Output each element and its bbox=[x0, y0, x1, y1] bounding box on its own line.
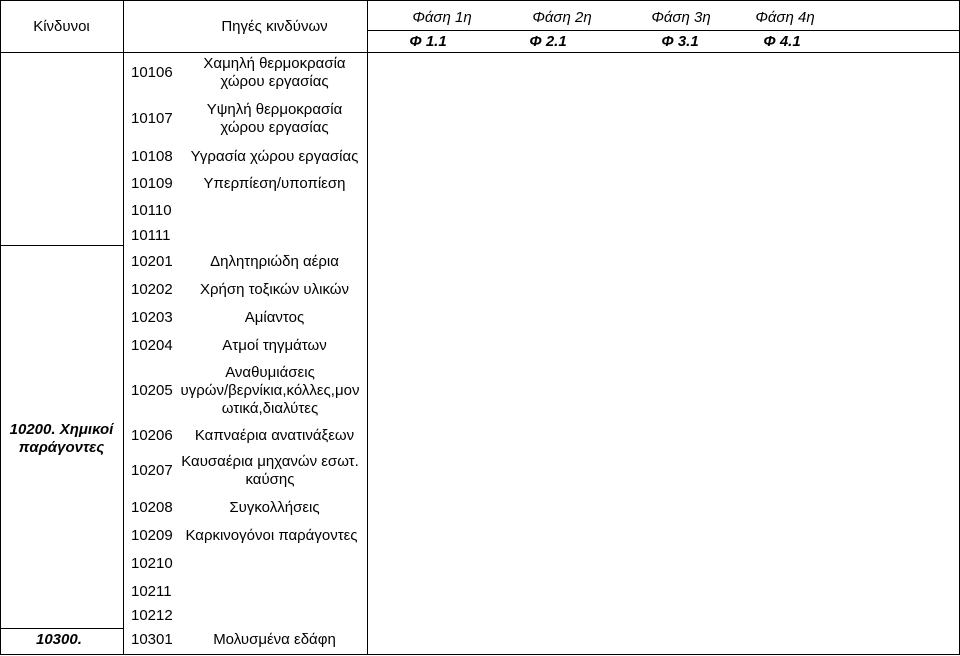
row-source: Υψηλή θερμοκρασία bbox=[206, 101, 343, 118]
row-source: Υπερπίεση/υποπίεση bbox=[203, 175, 346, 192]
header-phase-2: Φάση 2η bbox=[532, 9, 592, 26]
row-source: χώρου εργασίας bbox=[220, 73, 329, 90]
row-source: Χρήση τοξικών υλικών bbox=[199, 281, 349, 298]
table-border-bottom bbox=[0, 654, 960, 655]
row-code: 10208 bbox=[131, 499, 173, 516]
row-source: χώρου εργασίας bbox=[220, 119, 329, 136]
row-source: υγρών/βερνίκια,κόλλες,μον bbox=[180, 382, 360, 399]
row-code: 10211 bbox=[131, 583, 172, 600]
row-code: 10207 bbox=[131, 462, 173, 479]
row-source: Καυσαέρια μηχανών εσωτ. bbox=[181, 453, 359, 470]
header-phase-4: Φάση 4η bbox=[755, 9, 815, 26]
category-divider-1 bbox=[0, 245, 124, 246]
row-code: 10106 bbox=[131, 64, 173, 81]
column-divider-hazards bbox=[123, 0, 124, 655]
row-source: Ατμοί τηγμάτων bbox=[222, 337, 327, 354]
category-chemical-line-2: παράγοντες bbox=[18, 439, 105, 456]
row-source: καύσης bbox=[245, 471, 295, 488]
header-phase-1-sub: Φ 1.1 bbox=[409, 33, 447, 50]
row-code: 10111 bbox=[131, 227, 171, 244]
table-border-top bbox=[0, 0, 960, 1]
header-phase-2-sub: Φ 2.1 bbox=[529, 33, 567, 50]
row-code: 10209 bbox=[131, 527, 173, 544]
row-code: 10108 bbox=[131, 148, 173, 165]
row-source: Αναθυμιάσεις bbox=[225, 364, 315, 381]
row-source: ωτικά,διαλύτες bbox=[221, 400, 319, 417]
row-source: Καρκινογόνοι παράγοντες bbox=[185, 527, 358, 544]
row-source: Καπναέρια ανατινάξεων bbox=[194, 427, 355, 444]
row-code: 10203 bbox=[131, 309, 173, 326]
row-code: 10202 bbox=[131, 281, 173, 298]
header-phase-1: Φάση 1η bbox=[412, 9, 472, 26]
header-phase-3: Φάση 3η bbox=[651, 9, 711, 26]
header-divider bbox=[368, 30, 960, 31]
header-phase-4-sub: Φ 4.1 bbox=[763, 33, 801, 50]
row-code: 10212 bbox=[131, 607, 173, 624]
row-source: Αμίαντος bbox=[244, 309, 305, 326]
row-code: 10205 bbox=[131, 382, 173, 399]
row-code: 10110 bbox=[131, 202, 172, 219]
row-code: 10204 bbox=[131, 337, 173, 354]
header-bottom-line bbox=[0, 52, 960, 53]
row-code: 10206 bbox=[131, 427, 173, 444]
row-code: 10201 bbox=[131, 253, 173, 270]
row-code: 10109 bbox=[131, 175, 173, 192]
category-10300: 10300. bbox=[36, 631, 82, 648]
row-code: 10107 bbox=[131, 110, 173, 127]
row-source: Δηλητηριώδη αέρια bbox=[210, 253, 339, 270]
row-source: Μολυσμένα εδάφη bbox=[213, 631, 336, 648]
category-divider-2 bbox=[0, 628, 124, 629]
row-source: Υγρασία χώρου εργασίας bbox=[190, 148, 359, 165]
column-divider-sources bbox=[367, 0, 368, 655]
row-source: Συγκολλήσεις bbox=[229, 499, 320, 516]
header-sources: Πηγές κινδύνων bbox=[221, 18, 328, 35]
header-hazards: Κίνδυνοι bbox=[33, 18, 90, 35]
row-code: 10210 bbox=[131, 555, 173, 572]
row-code: 10301 bbox=[131, 631, 173, 648]
table-border-left bbox=[0, 0, 1, 655]
category-chemical-line-1: 10200. Χημικοί bbox=[9, 421, 114, 438]
row-source: Χαμηλή θερμοκρασία bbox=[203, 55, 346, 72]
header-phase-3-sub: Φ 3.1 bbox=[661, 33, 699, 50]
